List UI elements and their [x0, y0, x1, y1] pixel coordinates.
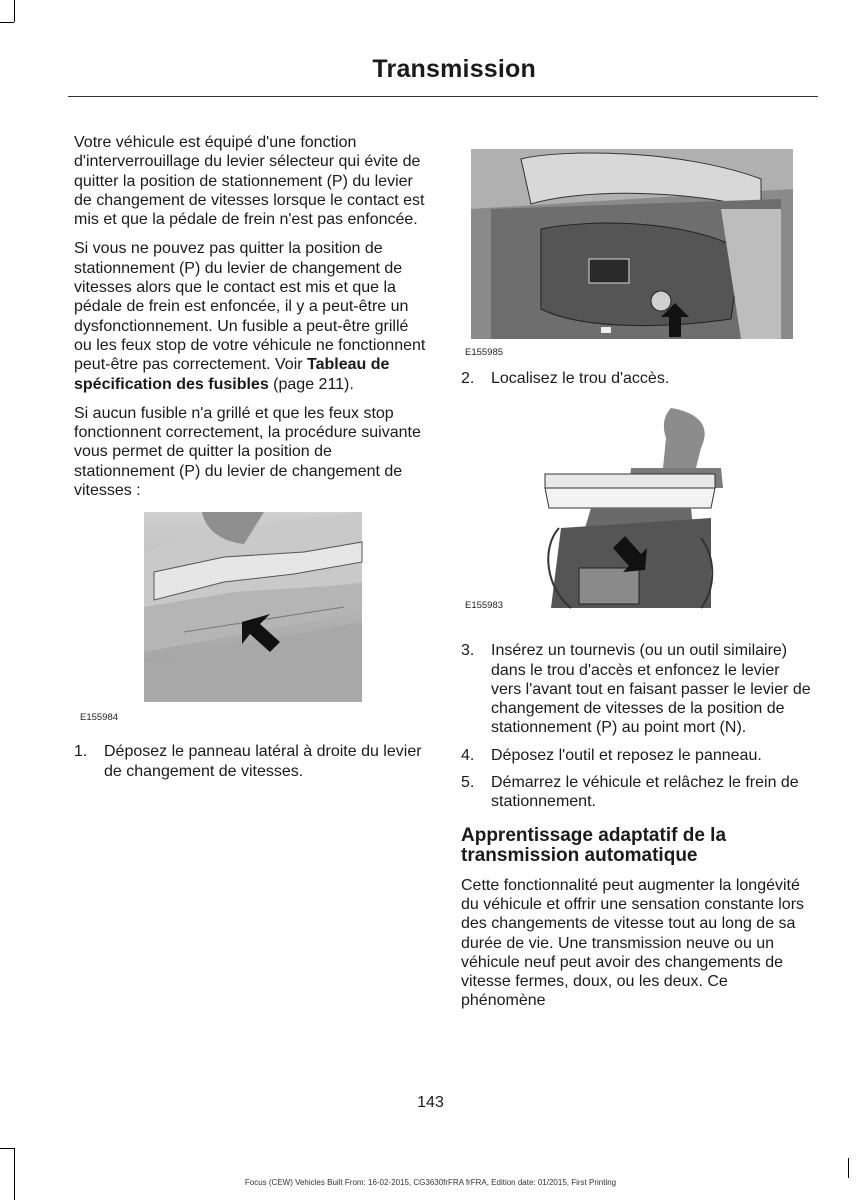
figure-code: E155983 — [465, 600, 504, 612]
step-text: Localisez le trou d'accès. — [491, 370, 670, 387]
page-title: Transmission — [372, 55, 536, 83]
figure-code: E155984 — [80, 712, 119, 724]
crop-mark — [14, 0, 15, 22]
page-reference: (page 211). — [268, 375, 354, 393]
fuse-table-link[interactable]: Tableau de spécification des fusibles — [74, 356, 390, 393]
step-text: Déposez le panneau latéral à droite du levier de changement de vitesses. — [104, 743, 422, 780]
step-number: 4. — [461, 746, 475, 764]
step-number: 5. — [461, 774, 475, 792]
section-paragraph: Cette fonctionnalité peut augmenter la longévité du véhicule et offrir une sensation constante lors des changements de vitesse tout au long de sa durée de vie. Une transmission neuve ou un véhicule neuf peut avoir des changements de vitesse fermes, doux, ou les deux. Ce phénomène — [461, 876, 805, 1010]
see-prefix: Voir — [275, 356, 308, 374]
crop-mark — [848, 1158, 849, 1178]
intro-paragraph: Votre véhicule est équipé d'une fonction d'interverrouillage du levier sélecteur qui évite de quitter la position de stationnement (P) du levier de changement de vitesses lorsque le contact est mis et que la pédale de frein n'est pas enfoncée. — [74, 134, 425, 229]
side-panel-illustration — [74, 512, 426, 720]
figure-access-hole — [461, 149, 813, 358]
footer-text: Focus (CEW) Vehicles Built From: 16-02-2015, CG3630frFRA frFRA, Edition date: 01/2015, First Printing — [244, 1178, 617, 1187]
left-column — [74, 133, 426, 789]
crop-mark — [0, 1148, 14, 1149]
step-number: 3. — [461, 642, 475, 660]
step-text: Insérez un tournevis (ou un outil similaire) dans le trou d'accès et enfoncez le levier vers l'avant tout en faisant passer le levier de changement de vitesses de la position de stationnement (P) au point mort (N). — [491, 642, 811, 737]
procedure-paragraph: Si aucun fusible n'a grillé et que les feux stop fonctionnent correctement, la procédure suivante vous permet de quitter la position de stationnement (P) du levier de changement de vitesses : — [74, 404, 421, 500]
crop-mark — [14, 1148, 15, 1200]
step-item — [74, 742, 426, 781]
figure-gear-lever — [461, 408, 813, 613]
header-divider — [68, 96, 818, 97]
step-item — [461, 746, 813, 765]
step-text: Démarrez le véhicule et relâchez le frein de stationnement. — [491, 774, 799, 811]
step-text: Déposez l'outil et reposez le panneau. — [491, 746, 762, 764]
malfunction-paragraph — [74, 239, 426, 393]
step-item — [461, 641, 813, 737]
malfunction-text: Si vous ne pouvez pas quitter la position de stationnement (P) du levier de changement de vitesses alors que le contact est mis et que la pédale de frein est enfoncée, il y a peut-être un dysfonctionnement. Un fusible a peut-être grillé ou les feux stop de votre véhicule ne fonctionnent peut-être pas correctement. — [74, 240, 426, 374]
figure-code: E155985 — [465, 347, 504, 358]
gear-lever-illustration — [461, 408, 801, 613]
page-number: 143 — [417, 1094, 444, 1111]
step-item — [461, 773, 813, 812]
access-hole-illustration — [461, 149, 801, 339]
crop-mark — [0, 22, 14, 23]
step-number: 2. — [461, 370, 475, 387]
figure-side-panel — [74, 512, 426, 724]
step-number: 1. — [74, 743, 88, 761]
step-item — [461, 369, 813, 388]
section-heading: Apprentissage adaptatif de la transmission automatique — [461, 824, 727, 866]
right-column — [461, 133, 813, 1021]
